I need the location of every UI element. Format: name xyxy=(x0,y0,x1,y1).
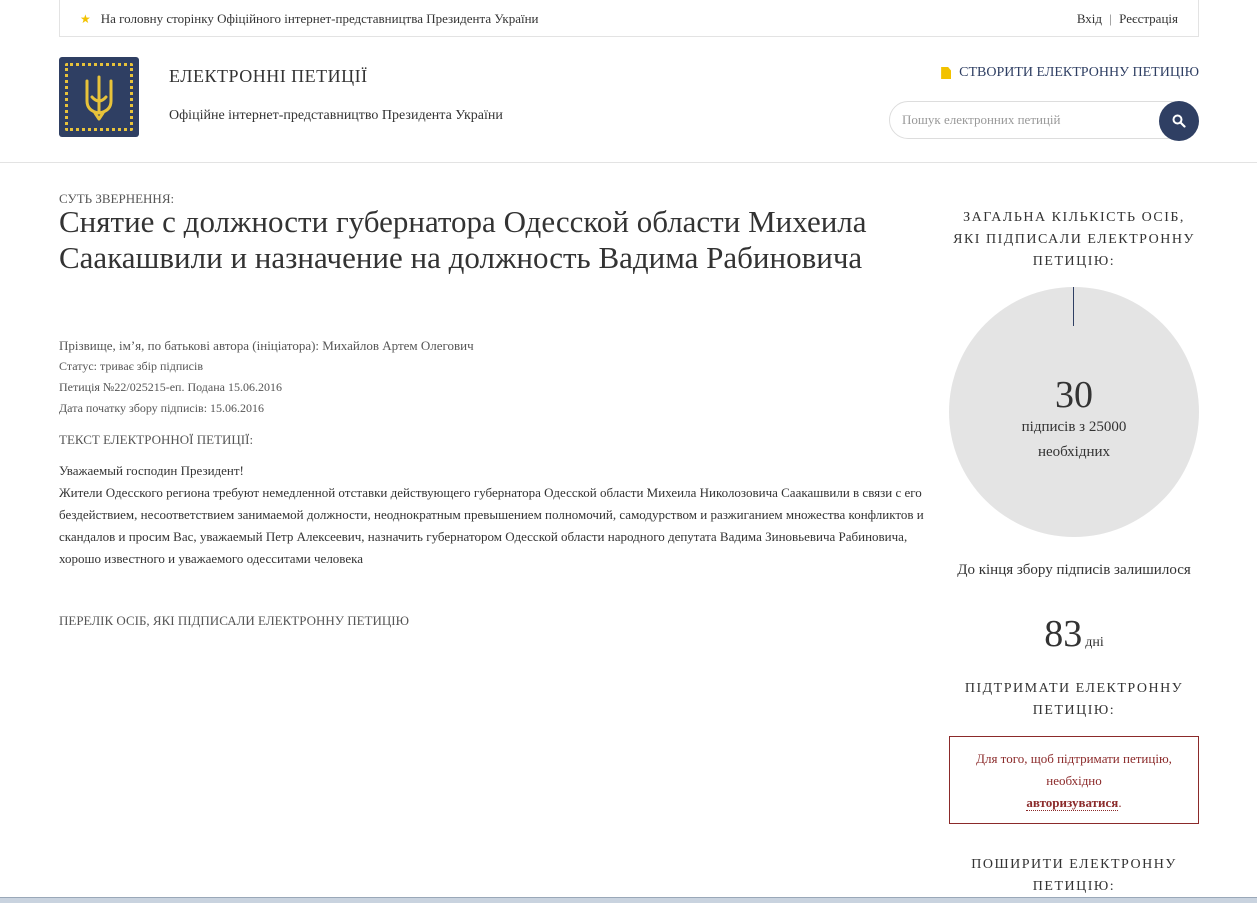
site-title[interactable]: ЕЛЕКТРОННІ ПЕТИЦІЇ xyxy=(169,66,368,86)
auth-notice-text: Для того, щоб підтримати петицію, необхідно xyxy=(976,751,1172,788)
petition-text-label: ТЕКСТ ЕЛЕКТРОННОЇ ПЕТИЦІЇ: xyxy=(59,432,254,447)
home-link-label: На головну сторінку Офіційного інтернет-представництва Президента України xyxy=(100,11,539,26)
support-heading: ПІДТРИМАТИ ЕЛЕКТРОННУ ПЕТИЦІЮ: xyxy=(964,681,1184,718)
progress-indicator xyxy=(1073,287,1074,326)
signers-list-link[interactable]: ПЕРЕЛІК ОСІБ, ЯКІ ПІДПИСАЛИ ЕЛЕКТРОННУ ПЕТИЦІЮ xyxy=(59,613,409,628)
petition-meta xyxy=(59,335,474,419)
days-remaining-unit: дні xyxy=(1085,635,1104,650)
petition-text-greeting: Уважаемый господин Президент! xyxy=(59,463,244,478)
petition-title: Снятие с должности губернатора Одесской области Михеила Саакашвили и назначение на должность Вадима Рабиновича xyxy=(59,204,867,275)
signatures-progress-circle xyxy=(949,287,1199,537)
signatures-needed-label: необхідних xyxy=(1037,444,1111,460)
os-taskbar xyxy=(0,897,1257,903)
register-link[interactable]: Реєстрація xyxy=(1119,11,1178,26)
auth-required-notice xyxy=(949,736,1199,824)
search-icon xyxy=(1172,114,1186,128)
auth-separator: | xyxy=(1109,11,1112,26)
authorize-link[interactable]: авторизуватися xyxy=(1026,795,1119,810)
petition-number: Петиція №22/025215-еп. Подана 15.06.2016 xyxy=(59,380,282,394)
auth-notice-end: . xyxy=(1118,795,1122,810)
home-link[interactable] xyxy=(80,11,539,27)
days-remaining-label: До кінця збору підписів залишилося xyxy=(957,562,1191,578)
signatures-count: 30 xyxy=(1055,374,1093,416)
trident-icon xyxy=(59,57,139,137)
auth-links xyxy=(1077,11,1178,27)
header-divider xyxy=(0,162,1257,163)
days-remaining-count: 83 xyxy=(1044,613,1083,655)
document-icon xyxy=(941,67,951,79)
share-heading: ПОШИРИТИ ЕЛЕКТРОННУ ПЕТИЦІЮ: xyxy=(971,857,1177,894)
signatures-of-label: підписів з 25000 xyxy=(1021,419,1127,435)
petition-text xyxy=(59,460,929,570)
search-form xyxy=(889,101,1199,141)
create-petition-link[interactable] xyxy=(941,65,1199,81)
login-link[interactable]: Вхід xyxy=(1076,11,1103,26)
search-button[interactable] xyxy=(1159,101,1199,141)
site-subtitle: Офіційне інтернет-представництво Президента України xyxy=(169,108,503,123)
petition-text-body: Жители Одесского региона требуют немедленной отставки действующего губернатора Одесской области Михеила Николозовича Саакашвили в связи с его бездействием, несоответствием занимаемой должности, неоднократным превышением полномочий, самодурством и разжиганием множества конфликтов и скандалов и просим Вас, уважаемый Петр Алексеевич, назначить губернатором Одесской области народного депутата Вадима Зиновьевича Рабиновича, хорошо известного и уважаемого одесситами человека xyxy=(59,485,924,566)
search-input[interactable] xyxy=(889,101,1189,139)
essence-label: СУТЬ ЗВЕРНЕННЯ: xyxy=(59,191,175,206)
petition-author: Прізвище, ім’я, по батькові автора (ініціатора): Михайлов Артем Олегович xyxy=(59,338,474,353)
create-petition-label: СТВОРИТИ ЕЛЕКТРОННУ ПЕТИЦІЮ xyxy=(959,65,1199,80)
top-bar xyxy=(59,0,1199,37)
signatures-caption xyxy=(949,415,1199,465)
home-star-icon: ★ xyxy=(80,11,91,26)
total-signatures-heading: ЗАГАЛЬНА КІЛЬКІСТЬ ОСІБ, ЯКІ ПІДПИСАЛИ ЕЛЕКТРОННУ ПЕТИЦІЮ: xyxy=(953,210,1195,269)
petition-start-date: Дата початку збору підписів: 15.06.2016 xyxy=(59,401,265,415)
days-remaining xyxy=(949,612,1199,656)
coat-of-arms-logo[interactable] xyxy=(59,57,139,137)
petition-status: Статус: триває збір підписів xyxy=(59,359,204,373)
